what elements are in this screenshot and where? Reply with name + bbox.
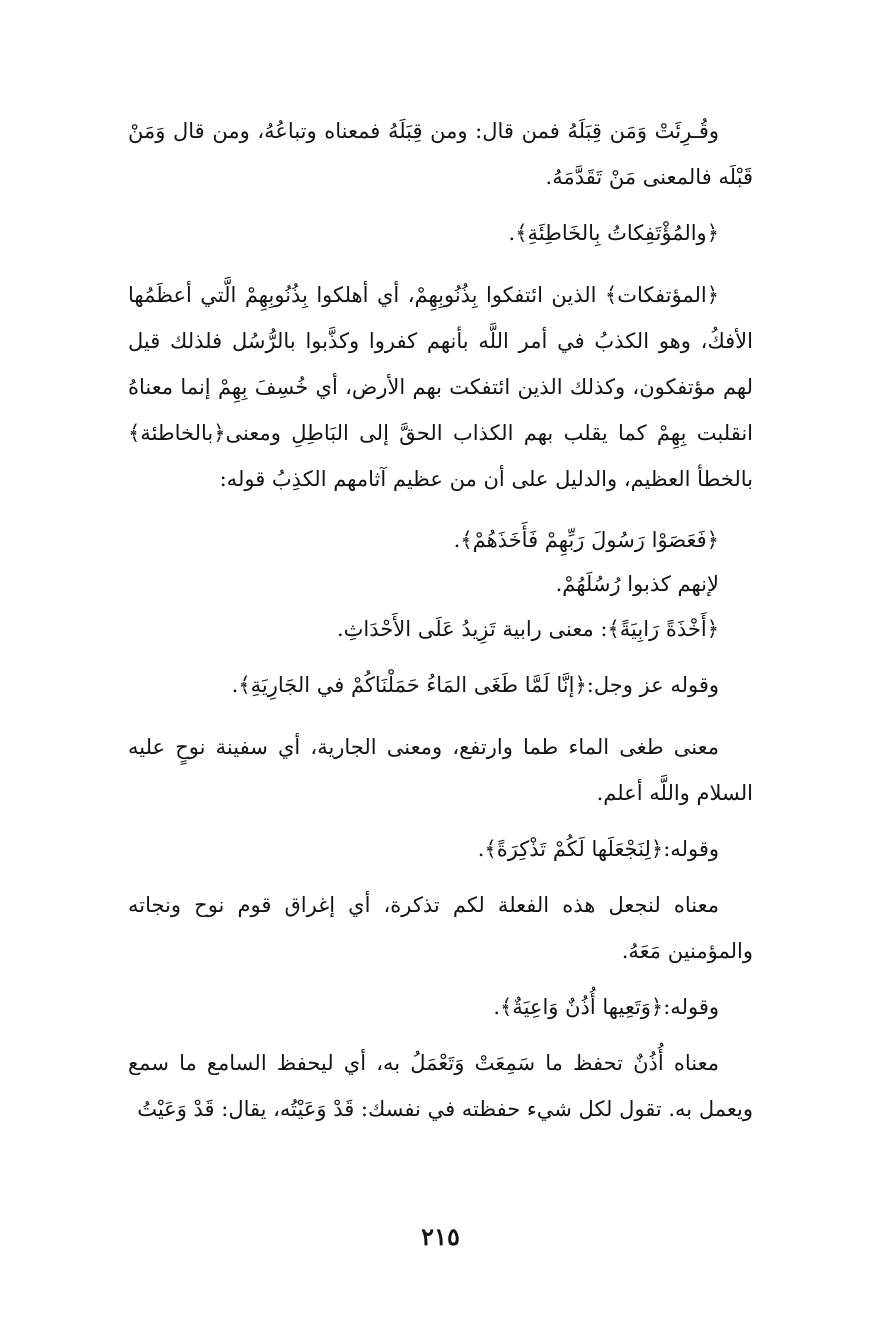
paragraph-1: وقُـرِئَتْ وَمَن قِبَلَهُ فمن قال: ومن قِبَلَهُ فمعناه وتباعُهُ، ومن قال وَمَنْ قَبْلَه فالمعنى مَنْ تَقَدَّمَهُ. bbox=[128, 119, 753, 189]
verse-heading-1: ﴿والمُؤْتَفِكاتُ بِالخَاطِئَةِ﴾. bbox=[508, 221, 719, 245]
paragraph-3: لإنهم كذبوا رُسُلَهُمْ. bbox=[555, 572, 719, 596]
paragraph-7: وقوله:﴿لِنَجْعَلَها لَكُمْ تَذْكِرَةً﴾. bbox=[477, 837, 719, 861]
paragraph-8: معناه لنجعل هذه الفعلة لكم تذكرة، أي إغراق قوم نوح ونجاته والمؤمنين مَعَهُ. bbox=[128, 893, 753, 963]
paragraph-5: وقوله عز وجل:﴿إنَّا لَمَّا طَغَى المَاءُ حَمَلْنَاكُمْ في الجَارِيَةِ﴾. bbox=[231, 673, 719, 697]
paragraph-10: معناه أُذُنٌ تحفظ ما سَمِعَتْ وَتَعْمَلُ به، أي ليحفظ السامع ما سمع ويعمل به. تقول لكل شيء حفظته في نفسك: قَدْ وَعَيْتُه، يقال: قَدْ وَعَيْتُ bbox=[128, 1051, 753, 1121]
paragraph-2: ﴿المؤتفكات﴾ الذين ائتفكوا بِذُنُوبِهِمْ، أي أهلكوا بِذُنُوبِهِمْ الَّتي أعظَمُها الأفكُ، وهو الكذبُ في أمر اللَّه بأنهم كفروا وكذَّبوا بالرُّسُل فلذلك قيل لهم مؤتفكون، وكذلك الذين ائتفكت بهم الأرض، أي خُسِفَ بِهِمْ إنما معناهُ انقلبت بِهِمْ كما يقلب بهم الكذاب الحقَّ إلى البَاطِلِ ومعنى﴿بالخاطئة﴾ بالخطأ العظيم، والدليل على أن من عظيم آثامهم الكذِبُ قوله: bbox=[128, 283, 753, 491]
paragraph-4: ﴿أَخْذَةً رَابِيَةً﴾: معنى رابية تَزِيدُ عَلَى الأَحْدَاثِ. bbox=[336, 617, 719, 641]
paragraph-9: وقوله:﴿وَتَعِيها أُذُنٌ وَاعِيَةٌ﴾. bbox=[493, 995, 719, 1019]
paragraph-6: معنى طغى الماء طما وارتفع، ومعنى الجارية، أي سفينة نوحٍ عليه السلام واللَّه أعلم. bbox=[128, 735, 753, 805]
page-body bbox=[128, 108, 753, 1132]
page-number: ٢١٥ bbox=[421, 1222, 460, 1251]
verse-heading-2: ﴿فَعَصَوْا رَسُولَ رَبِّهِمْ فَأَخَذَهُمْ﴾. bbox=[453, 528, 719, 552]
